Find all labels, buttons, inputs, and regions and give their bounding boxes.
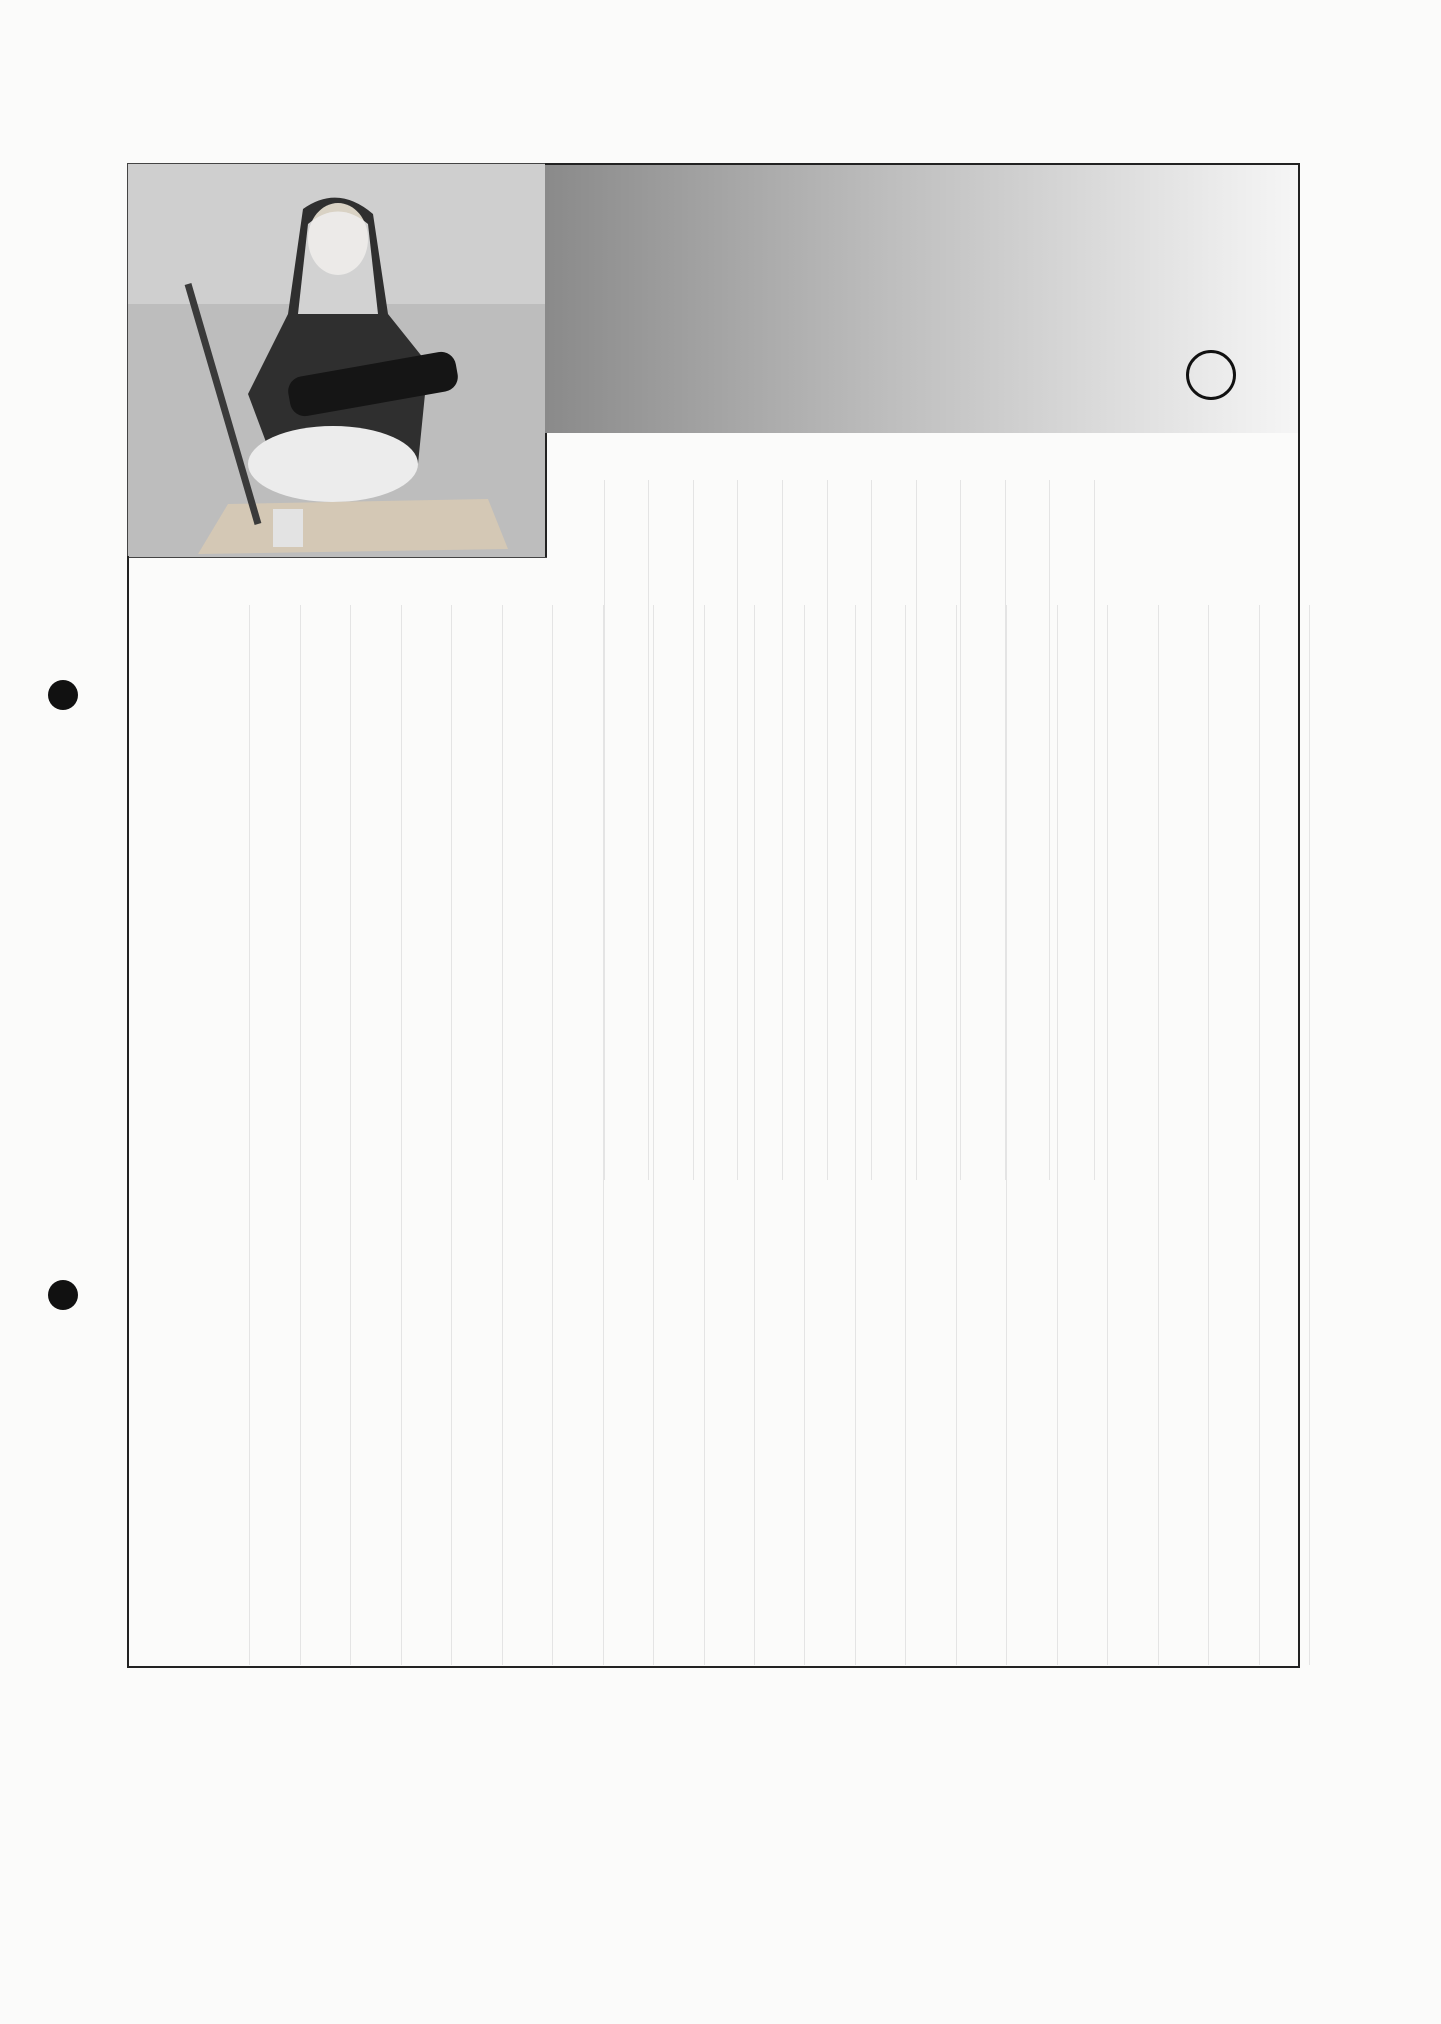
portrait-image — [127, 163, 547, 558]
text-column-placeholder — [1309, 605, 1310, 1665]
text-column-placeholder — [1107, 605, 1108, 1665]
text-column-placeholder — [552, 605, 553, 1665]
text-column-placeholder — [451, 605, 452, 1665]
text-column-placeholder — [300, 605, 301, 1665]
column-divider-rule — [545, 433, 547, 557]
text-column-placeholder — [1208, 605, 1209, 1665]
series-number-badge — [1186, 350, 1236, 400]
bullet-dot-top — [48, 680, 78, 710]
text-column-placeholder — [804, 605, 805, 1665]
article-title — [650, 205, 670, 304]
article-body-lower — [200, 605, 1310, 1665]
text-column-placeholder — [1057, 605, 1058, 1665]
text-column-placeholder — [249, 605, 250, 1665]
text-column-placeholder — [603, 605, 604, 1665]
frame-left-rule — [127, 556, 129, 1668]
text-column-placeholder — [704, 605, 705, 1665]
text-column-placeholder — [653, 605, 654, 1665]
text-column-placeholder — [401, 605, 402, 1665]
text-column-placeholder — [855, 605, 856, 1665]
text-column-placeholder — [1259, 605, 1260, 1665]
text-column-placeholder — [1158, 605, 1159, 1665]
frame-top-rule — [545, 163, 1300, 165]
text-column-placeholder — [502, 605, 503, 1665]
bullet-dot-bottom — [48, 1280, 78, 1310]
text-column-placeholder — [754, 605, 755, 1665]
text-column-placeholder — [956, 605, 957, 1665]
frame-bottom-rule — [127, 1666, 1300, 1668]
text-column-placeholder — [350, 605, 351, 1665]
text-column-placeholder — [905, 605, 906, 1665]
text-column-placeholder — [1006, 605, 1007, 1665]
